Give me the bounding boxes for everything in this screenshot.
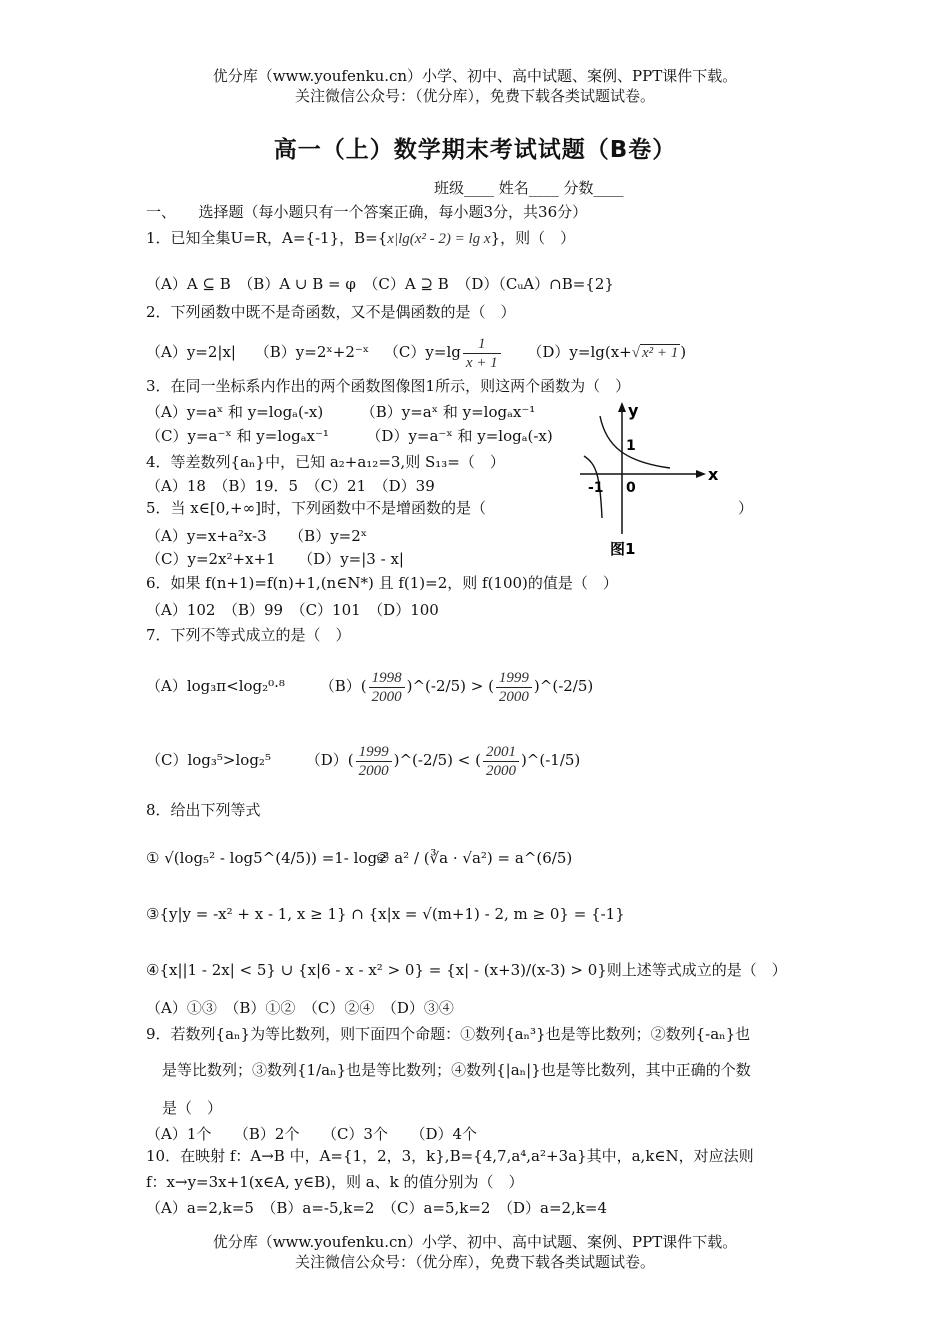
question-8: 8．给出下列等式 (146, 801, 261, 819)
q2-option-c: （C）y=lg $\frac{1}{x + 1}$ (384, 343, 503, 361)
y-axis-arrow (618, 402, 626, 412)
student-info-line: 班级____ 姓名____ 分数____ (434, 179, 624, 197)
question-1 (146, 228, 575, 249)
q10-options: （A）a=2,k=5 （B）a=-5,k=2 （C）a=5,k=2 （D）a=2,k=4 (146, 1199, 608, 1217)
question-4: 4．等差数列{aₙ}中，已知 a₂+a₁₂=3,则 S₁₃=（ ） (146, 453, 505, 471)
q2-option-d: （D）y=lg(x+√ x² + 1 ) (527, 343, 687, 361)
page-title: 高一（上）数学期末考试试题（B卷） (273, 137, 677, 163)
question-7: 7．下列不等式成立的是（ ） (146, 626, 351, 644)
question-5: 5．当 x∈[0,+∞]时，下列函数中不是增函数的是（ (146, 499, 486, 517)
q8-equation-4: ④{x||1 - 2x| < 5} ∪ {x|6 - x - x² > 0} = {x| - (x+3)/(x-3) > 0}则上述等式成立的是（ ） (146, 961, 787, 979)
q1-stem-a: 1．已知全集U=R，A={-1}，B={ (146, 229, 388, 247)
question-10-line-2: f：x→y=3x+1(x∈A, y∈B)，则 a、k 的值分别为（ ） (146, 1173, 524, 1191)
figure-caption: 图1 (610, 540, 636, 558)
q8-equation-3: ③{y|y = -x² + x - 1, x ≥ 1} ∩ {x|x = √(m+1) - 2, m ≥ 0} = {-1} (146, 905, 625, 923)
question-9-line-3: 是（ ） (162, 1099, 223, 1117)
question-10-line-1: 10．在映射 f：A→B 中，A={1，2，3，k},B={4,7,a⁴,a²+3a}其中，a,k∈N，对应法则 (146, 1147, 754, 1165)
q6-options: （A）102 （B）99 （C）101 （D）100 (146, 601, 439, 619)
q4-options: （A）18 （B）19．5 （C）21 （D）39 (146, 477, 435, 495)
figure-1-graph (570, 396, 730, 566)
q9-options: （A）1个 （B）2个 （C）3个 （D）4个 (146, 1125, 478, 1143)
question-3: 3．在同一坐标系内作出的两个函数图像图1所示，则这两个函数为（ ） (146, 377, 631, 395)
q2-options (146, 332, 686, 373)
q3-options-row-1: （A）y=aˣ 和 y=logₐ(-x) （B）y=aˣ 和 y=logₐx⁻¹ (146, 403, 536, 421)
q2-option-a: （A）y=2|x| (146, 343, 236, 361)
footer-line-2: 关注微信公众号：（优分库），免费下载各类试题试卷。 (294, 1253, 655, 1271)
section-heading: 一、 选择题（每小题只有一个答案正确，每小题3分，共36分） (146, 203, 588, 221)
y-axis-label: y (628, 401, 639, 420)
q1-options: （A）A ⊆ B （B）A ∪ B = φ （C）A ⊇ B （D）（CᵤA）∩B={2} (146, 275, 614, 293)
q8-equation-1: ① √(log₅² - log5^(4/5)) =1- log₅² (146, 849, 390, 867)
q5-stem-end: ） (738, 499, 754, 517)
header-line-2: 关注微信公众号：（优分库），免费下载各类试题试卷。 (294, 87, 655, 105)
question-9-line-2: 是等比数列；③数列{1/aₙ}也是等比数列；④数列{|aₙ|}也是等比数列，其中正确的个数 (162, 1061, 751, 1079)
question-6: 6．如果 f(n+1)=f(n)+1,(n∈N*) 且 f(1)=2，则 f(100)的值是（ ） (146, 574, 618, 592)
q7-row-2 (146, 738, 580, 782)
label-origin: 0 (626, 480, 636, 496)
q5-options-row-2: （C）y=2x²+x+1 （D）y=|3 - x| (146, 550, 404, 568)
q5-options-row-1: （A）y=x+a²x-3 （B）y=2ˣ (146, 527, 368, 545)
question-2: 2．下列函数中既不是奇函数，又不是偶函数的是（ ） (146, 303, 516, 321)
q1-set-expression: x|lg(x² - 2) = lg x (387, 231, 491, 247)
q2-option-b: （B）y=2ˣ+2⁻ˣ (254, 343, 370, 361)
q7-option-a: （A）log₃π<log₂⁰·⁸ (146, 677, 285, 695)
q8-options: （A）①③ （B）①② （C）②④ （D）③④ (146, 999, 454, 1017)
question-9-line-1: 9．若数列{aₙ}为等比数列，则下面四个命题：①数列{aₙ³}也是等比数列；②数列{-aₙ}也 (146, 1025, 751, 1043)
x-axis-label: x (708, 465, 719, 484)
q3-options-row-2: （C）y=a⁻ˣ 和 y=logₐx⁻¹ （D）y=a⁻ˣ 和 y=logₐ(-x) (146, 427, 553, 445)
header-line-1: 优分库（www.youfenku.cn）小学、初中、高中试题、案例、PPT课件下载。 (212, 67, 738, 85)
label-one: 1 (626, 438, 636, 454)
q7-option-c: （C）log₃⁵>log₂⁵ (146, 751, 271, 769)
footer-line-1: 优分库（www.youfenku.cn）小学、初中、高中试题、案例、PPT课件下载。 (212, 1233, 738, 1251)
q8-equation-2: ② a² / (∛a · √a²) = a^(6/5) (376, 849, 573, 867)
q7-option-d: （D）( $\frac{1999}{2000}$ )^(-2/5) < ( $\frac{2001}{2000}$ )^(-1/5) (305, 743, 581, 779)
q7-option-b: （B）( $\frac{1998}{2000}$ )^(-2/5) > ( $\frac{1999}{2000}$ )^(-2/5) (319, 669, 594, 705)
x-axis-arrow (696, 470, 706, 478)
q7-row-1 (146, 664, 593, 708)
q2-fraction: $\frac{1}{x + 1}$ (463, 335, 501, 372)
label-neg-one: -1 (588, 480, 604, 496)
q1-stem-b: }，则（ ） (490, 229, 576, 247)
